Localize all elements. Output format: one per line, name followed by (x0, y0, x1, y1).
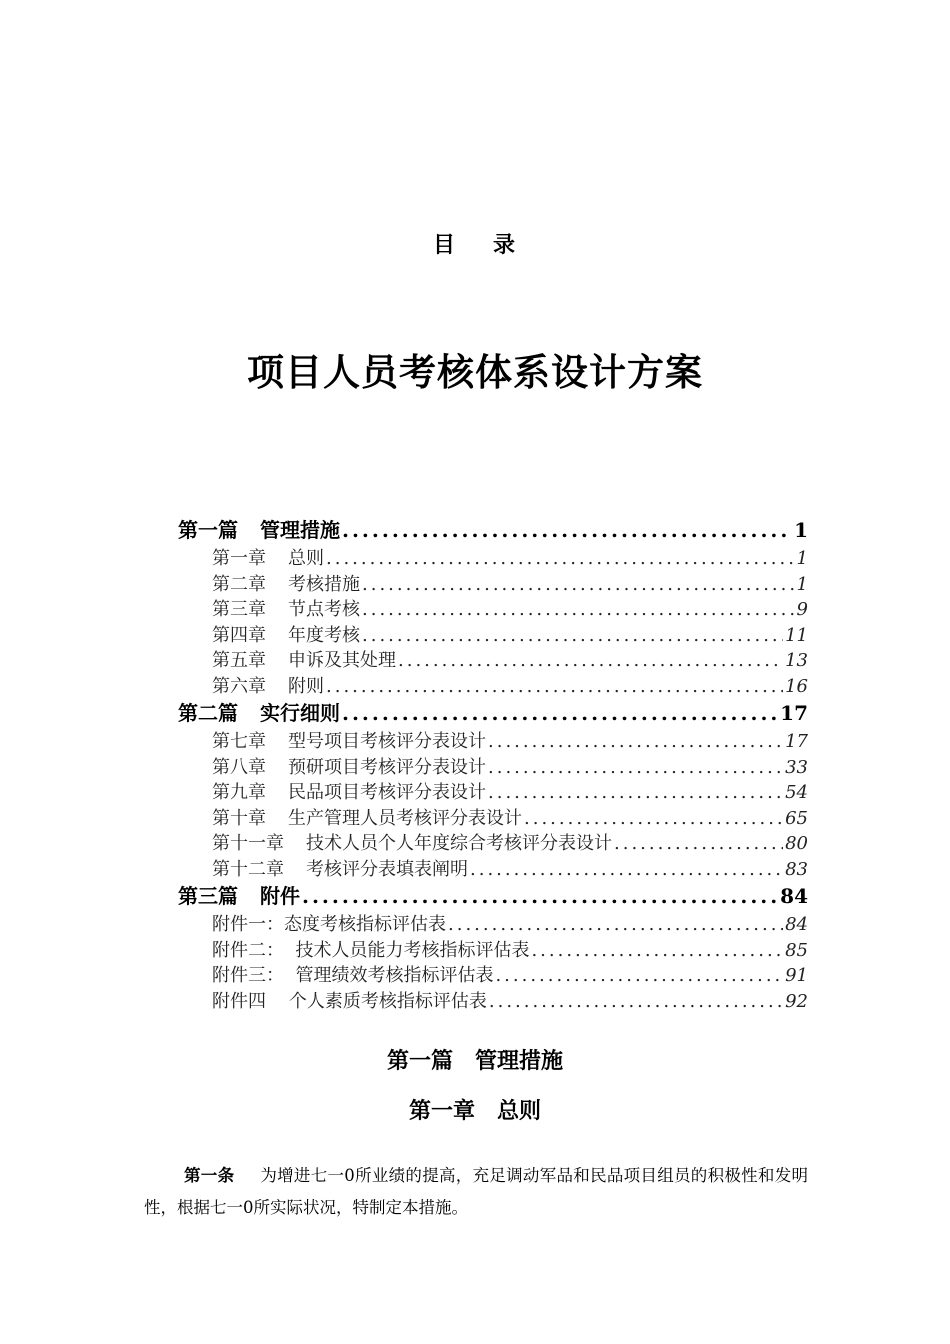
toc-part-1-title: 管理措施 (260, 518, 340, 542)
toc-appendix-3[interactable] (178, 961, 808, 987)
toc-leader-dots (488, 757, 783, 778)
toc-leader-dots (448, 914, 783, 935)
toc-chapter-8[interactable] (178, 753, 808, 779)
toc-chapter-page: 80 (785, 833, 808, 854)
toc-appendix-page: 84 (785, 914, 808, 935)
toc-leader-dots (362, 599, 795, 620)
toc-chapter-title: 附则 (288, 675, 324, 697)
toc-chapter-12[interactable] (178, 855, 808, 881)
toc-leader-dots (398, 650, 783, 671)
toc-chapter-prefix: 第九章 (212, 782, 266, 803)
toc-chapter-title: 型号项目考核评分表设计 (288, 731, 486, 752)
toc-appendix-title: 附件二： 技术人员能力考核指标评估表 (212, 939, 530, 961)
toc-chapter-prefix: 第四章 (212, 624, 266, 646)
article-paragraph (144, 1160, 808, 1224)
part-heading (0, 1044, 950, 1075)
toc-chapter-page: 1 (796, 548, 808, 569)
toc-leader-dots (342, 518, 792, 542)
toc-chapter-prefix: 第五章 (212, 650, 266, 671)
toc-part-1[interactable] (178, 514, 808, 544)
toc-part-2-title: 实行细则 (260, 701, 340, 725)
toc-leader-dots (362, 625, 783, 646)
toc-leader-dots (362, 574, 795, 595)
toc-appendix-title: 附件一：态度考核指标评估表 (212, 914, 446, 935)
toc-chapter-9[interactable] (178, 778, 808, 804)
toc-heading (0, 228, 950, 259)
toc-chapter-7[interactable] (178, 727, 808, 753)
toc-chapter-title: 预研项目考核评分表设计 (288, 756, 486, 778)
toc-chapter-page: 1 (796, 573, 808, 595)
toc-chapter-prefix: 第十二章 (212, 858, 284, 880)
toc-appendix-title: 附件四 个人素质考核指标评估表 (212, 990, 487, 1012)
toc-leader-dots (524, 808, 783, 829)
toc-leader-dots (531, 940, 783, 961)
toc-leader-dots (342, 701, 778, 725)
toc-chapter-3[interactable] (178, 595, 808, 621)
toc-leader-dots (488, 782, 783, 803)
toc-heading-char-1: 目 (432, 232, 457, 258)
toc-chapter-title: 民品项目考核评分表设计 (288, 782, 486, 803)
toc-part-2[interactable] (178, 697, 808, 727)
toc-part-1-page: 1 (794, 518, 808, 542)
toc-leader-dots (302, 884, 778, 908)
toc-chapter-title: 年度考核 (288, 624, 360, 646)
toc-chapter-prefix: 第六章 (212, 675, 266, 697)
article-lead: 第一条 (184, 1166, 235, 1185)
toc-part-1-prefix: 第一篇 (178, 518, 238, 542)
toc-leader-dots (326, 676, 783, 697)
toc-leader-dots (470, 859, 783, 880)
toc-appendix-4[interactable] (178, 987, 808, 1013)
toc-chapter-6[interactable] (178, 672, 808, 698)
document-title: 项目人员考核体系设计方案 (247, 350, 703, 394)
toc-heading-char-2: 录 (493, 232, 518, 258)
toc-chapter-page: 33 (785, 756, 808, 778)
toc-chapter-prefix: 第一章 (212, 548, 266, 569)
toc-chapter-1[interactable] (178, 544, 808, 570)
toc-chapter-prefix: 第二章 (212, 573, 266, 595)
toc-leader-dots (488, 731, 783, 752)
toc-chapter-page: 13 (785, 650, 808, 671)
toc-chapter-title: 技术人员个人年度综合考核评分表设计 (306, 833, 612, 854)
toc-chapter-title: 总则 (288, 548, 324, 569)
toc-chapter-prefix: 第七章 (212, 731, 266, 752)
article-text: 为增进七一0所业绩的提高，充足调动军品和民品项目组员的积极性和发明性，根据七一0所实际状况，特制定本措施。 (144, 1166, 809, 1217)
toc-leader-dots (614, 833, 783, 854)
toc-chapter-11[interactable] (178, 829, 808, 855)
toc-appendix-page: 91 (785, 965, 808, 986)
toc-part-3[interactable] (178, 880, 808, 910)
toc-chapter-page: 83 (785, 858, 808, 880)
toc-chapter-prefix: 第三章 (212, 599, 266, 620)
toc-chapter-prefix: 第十一章 (212, 833, 284, 854)
table-of-contents (178, 514, 808, 1012)
toc-part-3-page: 84 (780, 884, 808, 908)
toc-leader-dots (326, 548, 795, 569)
toc-chapter-page: 17 (785, 731, 808, 752)
toc-chapter-page: 9 (796, 599, 808, 620)
toc-leader-dots (489, 991, 783, 1012)
toc-chapter-5[interactable] (178, 646, 808, 672)
toc-chapter-title: 申诉及其处理 (288, 650, 396, 671)
part-heading-prefix: 第一篇 (386, 1048, 453, 1074)
toc-part-3-title: 附件 (260, 884, 300, 908)
toc-chapter-2[interactable] (178, 570, 808, 596)
toc-appendix-title: 附件三： 管理绩效考核指标评估表 (212, 965, 494, 986)
toc-chapter-page: 54 (785, 782, 808, 803)
toc-chapter-10[interactable] (178, 804, 808, 830)
toc-chapter-title: 节点考核 (288, 599, 360, 620)
toc-part-2-prefix: 第二篇 (178, 701, 238, 725)
toc-chapter-prefix: 第十章 (212, 807, 266, 829)
toc-chapter-title: 考核评分表填表阐明 (306, 858, 468, 880)
chapter-heading-prefix: 第一章 (408, 1098, 475, 1124)
chapter-heading-title: 总则 (497, 1098, 542, 1124)
toc-chapter-page: 11 (785, 624, 808, 646)
chapter-heading (0, 1094, 950, 1125)
toc-part-2-page: 17 (780, 701, 808, 725)
toc-chapter-prefix: 第八章 (212, 756, 266, 778)
toc-part-3-prefix: 第三篇 (178, 884, 238, 908)
toc-chapter-title: 考核措施 (288, 573, 360, 595)
toc-leader-dots (495, 965, 783, 986)
toc-chapter-title: 生产管理人员考核评分表设计 (288, 807, 522, 829)
toc-appendix-page: 92 (785, 990, 808, 1012)
toc-chapter-page: 65 (785, 807, 808, 829)
toc-chapter-4[interactable] (178, 621, 808, 647)
toc-appendix-2[interactable] (178, 936, 808, 962)
toc-appendix-1[interactable] (178, 910, 808, 936)
part-heading-title: 管理措施 (475, 1048, 564, 1074)
toc-appendix-page: 85 (785, 939, 808, 961)
toc-chapter-page: 16 (785, 675, 808, 697)
